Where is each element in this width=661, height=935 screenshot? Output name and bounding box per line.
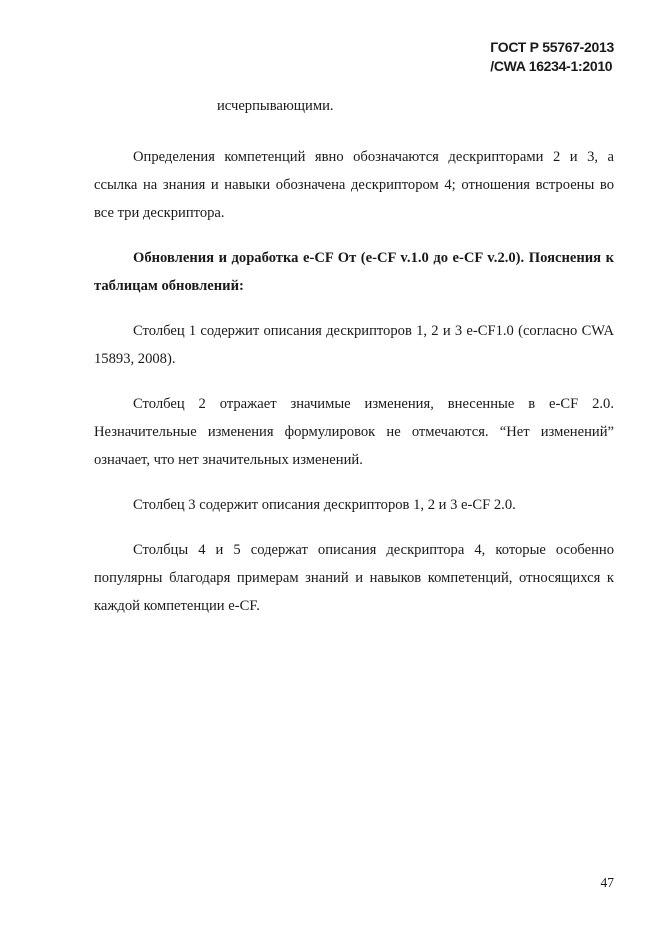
continued-text: исчерпывающими. xyxy=(217,98,334,114)
document-header xyxy=(490,38,614,76)
document-body xyxy=(94,92,614,620)
paragraph-columns-4-5: Столбцы 4 и 5 содержат описания дескриптора 4, которые особенно популярны благодаря примерам знаний и навыков компетенций, относящихся к каждой компетенции e-CF. xyxy=(94,542,614,614)
paragraph-definitions: Определения компетенций явно обозначаются дескрипторами 2 и 3, а ссылка на знания и навыки обозначена дескриптором 4; отношения встроены во все три дескриптора. xyxy=(94,149,614,221)
paragraph-column-2: Столбец 2 отражает значимые изменения, внесенные в e-CF 2.0. Незначительные изменения формулировок не отмечаются. “Нет изменений” означает, что нет значительных изменений. xyxy=(94,396,614,468)
paragraph-column-3: Столбец 3 содержит описания дескрипторов 1, 2 и 3 e-CF 2.0. xyxy=(133,497,516,513)
paragraph-updates-heading: Обновления и доработка e-CF От (e-CF v.1.0 до e-CF v.2.0). Пояснения к таблицам обновлений: xyxy=(94,250,614,294)
standard-number: ГОСТ Р 55767-2013 xyxy=(490,39,614,55)
cwa-number: /CWA 16234-1:2010 xyxy=(490,58,613,74)
page-number: 47 xyxy=(600,875,614,890)
paragraph-column-1: Столбец 1 содержит описания дескрипторов 1, 2 и 3 e-CF1.0 (согласно CWA 15893, 2008). xyxy=(94,323,614,367)
